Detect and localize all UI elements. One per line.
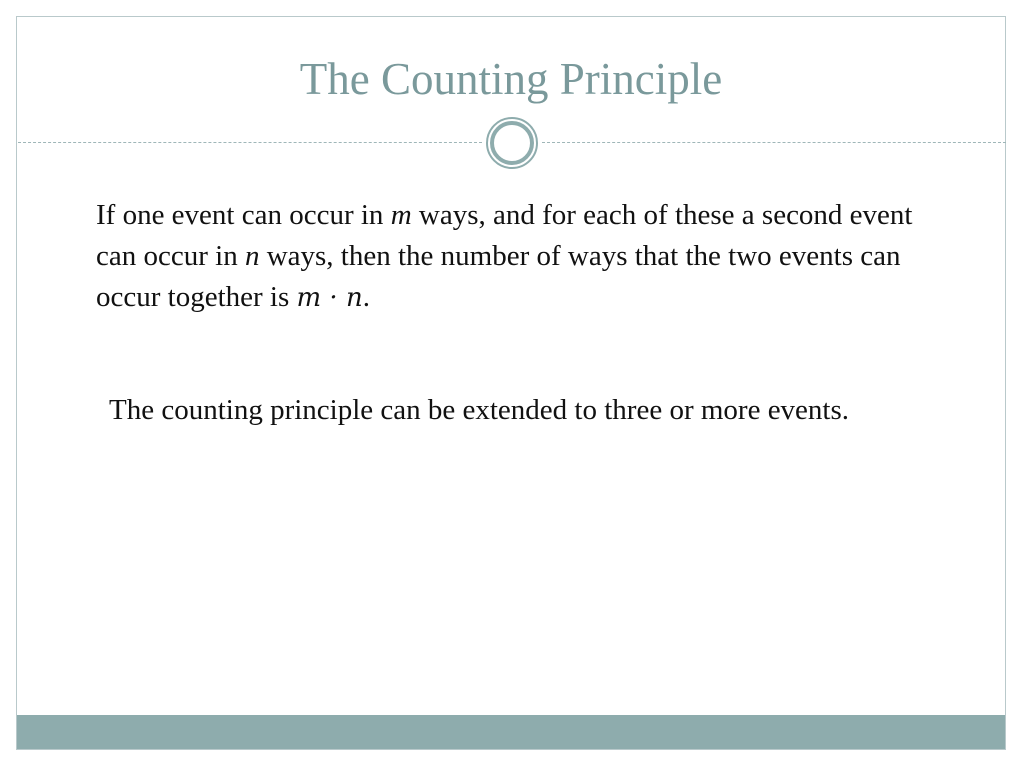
slide-title: The Counting Principle: [299, 54, 723, 104]
variable-n: n: [244, 240, 260, 272]
definition-paragraph: [96, 195, 926, 319]
variable-m: m: [390, 199, 412, 231]
footer-accent-bar: [17, 715, 1005, 749]
definition-text-4: .: [362, 281, 370, 313]
definition-text-3: ways, then the number of ways that the two events can occur together is: [96, 240, 901, 313]
definition-text-1: If one event can occur in: [96, 199, 391, 231]
extension-paragraph: The counting principle can be extended to three or more events.: [109, 394, 850, 426]
title-divider-left: [18, 142, 482, 143]
title-divider-right: [542, 142, 1006, 143]
circle-ornament-icon: [485, 116, 539, 170]
definition-text-2: ways, and for each of these a second event can occur in: [96, 199, 913, 272]
formula-m-times-n: m · n: [296, 283, 363, 313]
